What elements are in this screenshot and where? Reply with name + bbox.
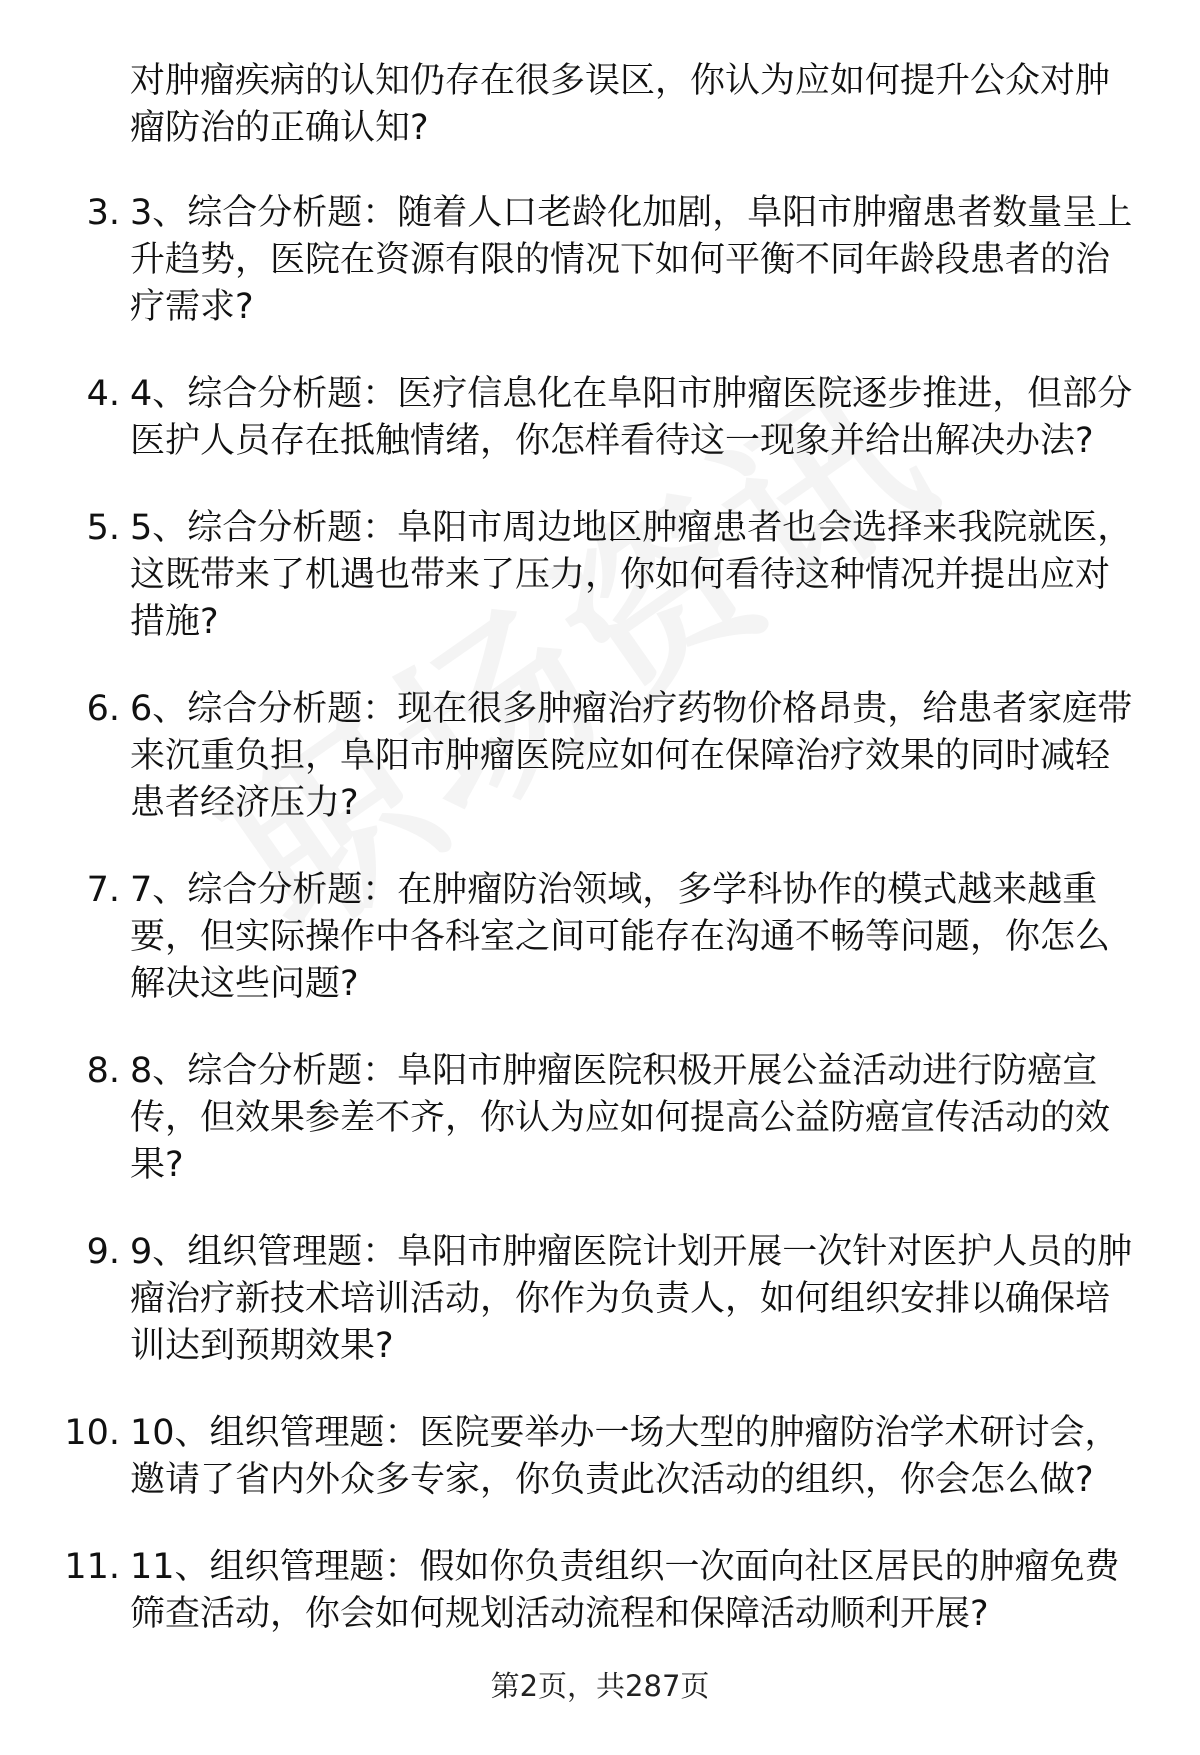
item-number: 11. (64, 1547, 120, 1587)
list-item (0, 1544, 1140, 1638)
list-item (0, 190, 1140, 331)
item-number: 3. (86, 193, 120, 233)
item-text: 5、综合分析题：阜阳市周边地区肿瘤患者也会选择来我院就医，这既带来了机遇也带来了压力，你如何看待这种情况并提出应对措施? (130, 508, 1133, 642)
item-number: 9. (86, 1232, 120, 1272)
list-item (0, 1229, 1140, 1370)
item-text: 7、综合分析题：在肿瘤防治领域，多学科协作的模式越来越重要，但实际操作中各科室之间可能存在沟通不畅等问题，你怎么解决这些问题? (130, 870, 1111, 1004)
list-item (0, 1048, 1140, 1189)
list-item (0, 1410, 1140, 1504)
item-number: 6. (86, 689, 120, 729)
item-number: 5. (86, 508, 120, 548)
lead-paragraph: 对肿瘤疾病的认知仍存在很多误区，你认为应如何提升公众对肿瘤防治的正确认知? (130, 61, 1111, 148)
item-text: 6、综合分析题：现在很多肿瘤治疗药物价格昂贵，给患者家庭带来沉重负担，阜阳市肿瘤医院应如何在保障治疗效果的同时减轻患者经济压力? (130, 689, 1133, 823)
item-text: 9、组织管理题：阜阳市肿瘤医院计划开展一次针对医护人员的肿瘤治疗新技术培训活动，你作为负责人，如何组织安排以确保培训达到预期效果? (130, 1232, 1133, 1366)
list-item (0, 505, 1140, 646)
item-number: 7. (86, 870, 120, 910)
page-footer: 第2页，共287页 (490, 1669, 710, 1703)
list-item (0, 867, 1140, 1008)
item-number: 4. (86, 374, 120, 414)
item-number: 8. (86, 1051, 120, 1091)
list-item (0, 371, 1140, 465)
item-text: 8、综合分析题：阜阳市肿瘤医院积极开展公益活动进行防癌宣传，但效果参差不齐，你认为应如何提高公益防癌宣传活动的效果? (130, 1051, 1111, 1185)
question-list (0, 190, 1200, 1678)
item-number: 10. (64, 1413, 120, 1453)
item-text: 10、组织管理题：医院要举办一场大型的肿瘤防治学术研讨会，邀请了省内外众多专家，你负责此次活动的组织，你会怎么做? (130, 1413, 1120, 1500)
item-text: 4、综合分析题：医疗信息化在阜阳市肿瘤医院逐步推进，但部分医护人员存在抵触情绪，你怎样看待这一现象并给出解决办法? (130, 374, 1133, 461)
list-item (0, 686, 1140, 827)
item-text: 11、组织管理题：假如你负责组织一次面向社区居民的肿瘤免费筛查活动，你会如何规划活动流程和保障活动顺利开展? (130, 1547, 1120, 1634)
item-text: 3、综合分析题：随着人口老龄化加剧，阜阳市肿瘤患者数量呈上升趋势，医院在资源有限的情况下如何平衡不同年龄段患者的治疗需求? (130, 193, 1133, 327)
